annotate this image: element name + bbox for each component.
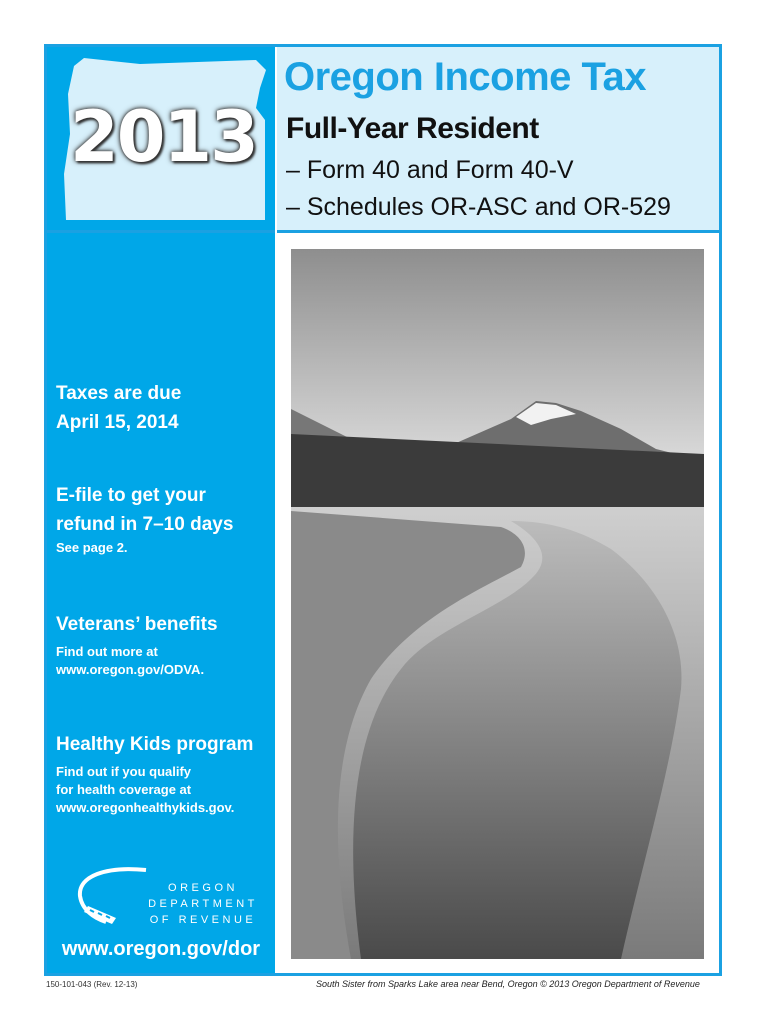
logo-line-oregon: OREGON	[168, 882, 238, 894]
veterans-link[interactable]: www.oregon.gov/ODVA.	[56, 662, 205, 677]
dor-website-link[interactable]: www.oregon.gov/dor	[61, 938, 261, 960]
form-line-1: – Form 40 and Form 40-V	[286, 156, 574, 184]
efile-note: See page 2.	[56, 540, 128, 555]
photo-caption: South Sister from Sparks Lake area near Bend, Oregon © 2013 Oregon Department of Revenue	[316, 979, 700, 989]
form-code: 150-101-043 (Rev. 12-13)	[46, 980, 138, 989]
veterans-block	[56, 610, 218, 679]
logo-line-department: DEPARTMENT	[148, 898, 258, 910]
header-divider	[47, 230, 719, 233]
healthy-kids-heading: Healthy Kids program	[56, 734, 254, 755]
form-line-2: – Schedules OR-ASC and OR-529	[286, 193, 671, 221]
healthy-kids-line-2: for health coverage at	[56, 782, 192, 797]
due-line-2: April 15, 2014	[56, 412, 179, 433]
efile-line-2: refund in 7–10 days	[56, 514, 234, 535]
efile-line-1: E-file to get your	[56, 485, 206, 506]
due-line-1: Taxes are due	[56, 383, 182, 404]
veterans-heading: Veterans’ benefits	[56, 614, 218, 635]
efile-block	[56, 481, 233, 557]
healthy-kids-block	[56, 730, 253, 817]
due-date-block	[56, 379, 181, 437]
page-subtitle: Full-Year Resident	[286, 112, 539, 145]
healthy-kids-link[interactable]: www.oregonhealthykids.gov.	[56, 800, 235, 815]
landscape-photo	[291, 249, 704, 959]
page-title: Oregon Income Tax	[284, 55, 646, 99]
header-vertical-divider	[275, 47, 277, 233]
tax-year: 2013	[70, 96, 257, 178]
logo-line-revenue: OF REVENUE	[149, 914, 257, 926]
healthy-kids-line-1: Find out if you qualify	[56, 764, 192, 779]
veterans-line-1: Find out more at	[56, 644, 158, 659]
